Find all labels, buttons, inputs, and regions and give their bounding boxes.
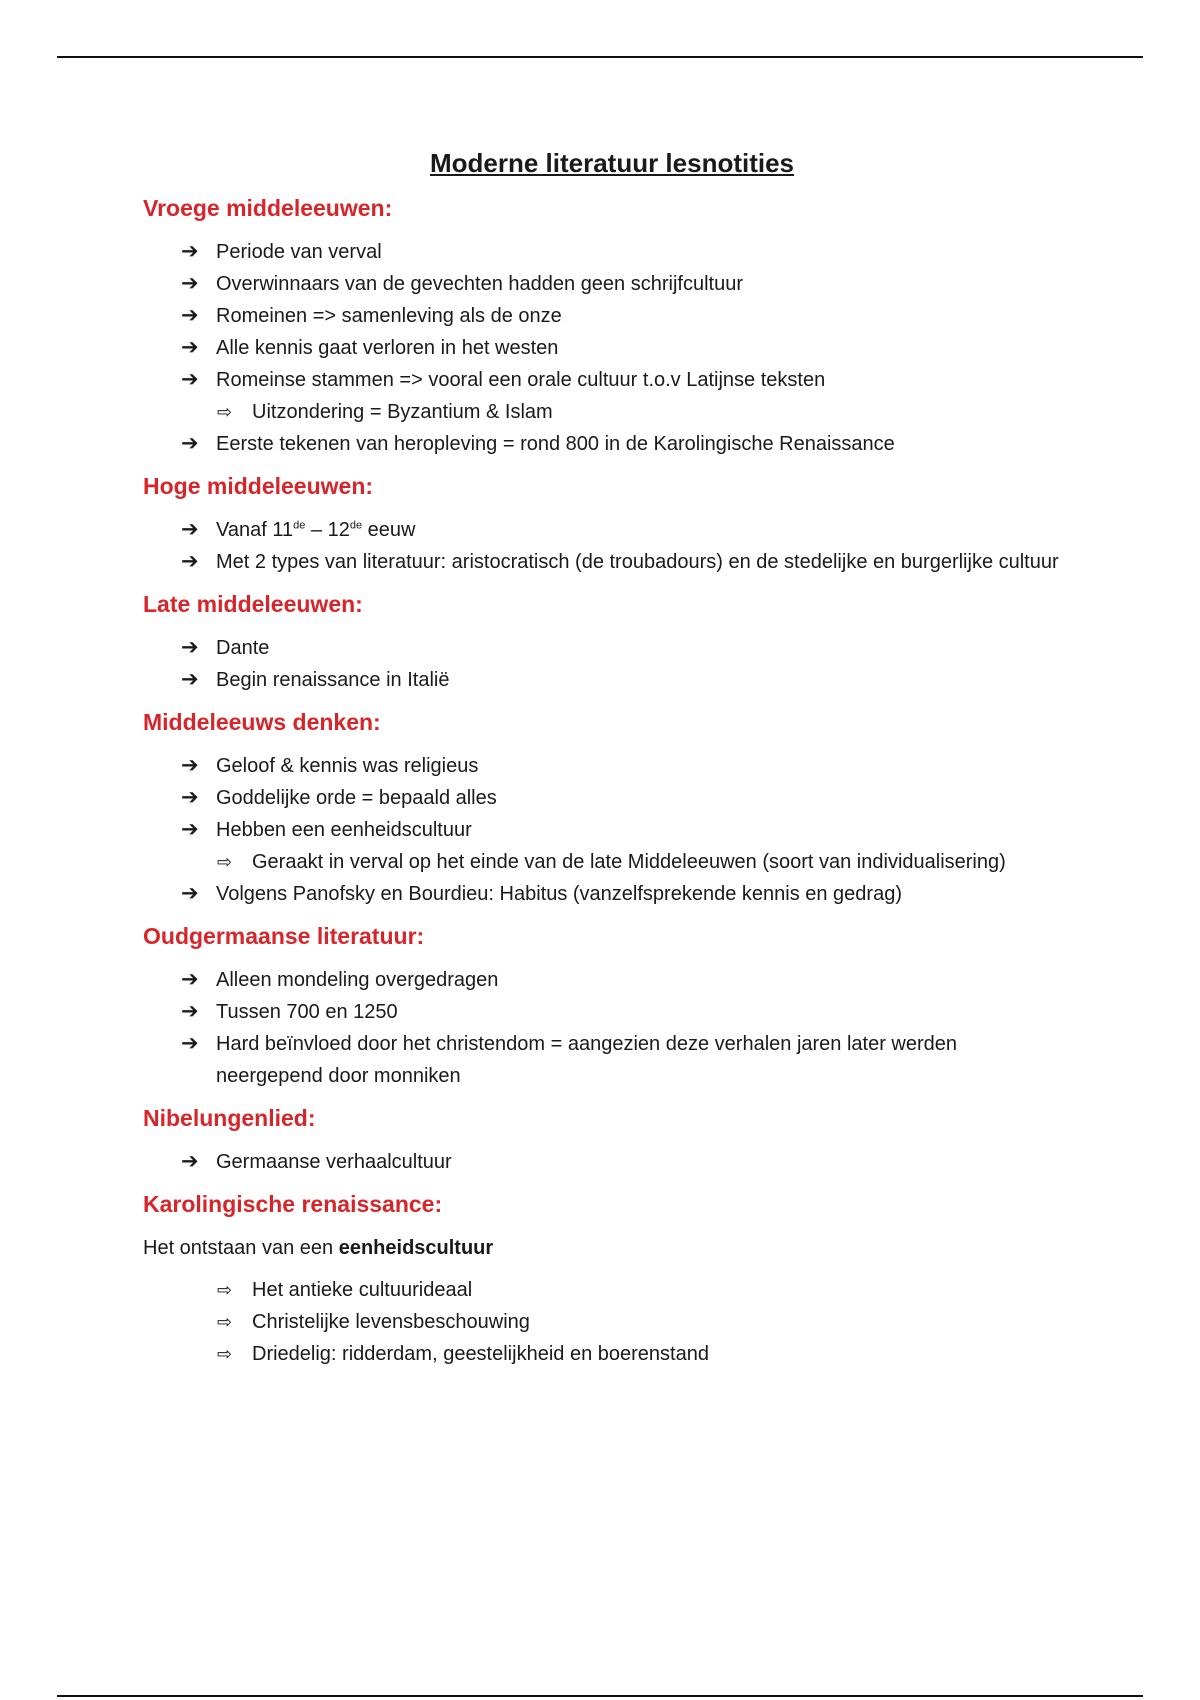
section-vroege-middeleeuwen xyxy=(143,192,1063,460)
list-item: ➔ Romeinen => samenleving als de onze xyxy=(143,300,1063,332)
list-item: ➔ Volgens Panofsky en Bourdieu: Habitus (vanzelfsprekende kennis en gedrag) xyxy=(143,878,1063,910)
list-item: ➔ Overwinnaars van de gevechten hadden geen schrijfcultuur xyxy=(143,268,1063,300)
list-item: ➔ Romeinse stammen => vooral een orale cultuur t.o.v Latijnse teksten xyxy=(143,364,1063,396)
arrow-icon: ➔ xyxy=(181,272,199,295)
arrow-icon: ➔ xyxy=(181,668,199,691)
sub-list-item: ⇨ Uitzondering = Byzantium & Islam xyxy=(143,396,1063,428)
hollow-arrow-icon: ⇨ xyxy=(217,852,233,872)
list-item: ➔ Met 2 types van literatuur: aristocratisch (de troubadours) en de stedelijke en burgerlijke cultuur xyxy=(143,546,1063,578)
bullet-list xyxy=(143,1274,1063,1370)
arrow-icon: ➔ xyxy=(181,432,199,455)
sub-list-item: ⇨ Driedelig: ridderdam, geestelijkheid en boerenstand xyxy=(143,1338,1063,1370)
section-heading: Hoge middeleeuwen: xyxy=(143,473,374,499)
arrow-icon: ➔ xyxy=(181,1150,199,1173)
list-item: ➔ Eerste tekenen van heropleving = rond 800 in de Karolingische Renaissance xyxy=(143,428,1063,460)
page-title: Moderne literatuur lesnotities xyxy=(429,148,795,178)
list-item: ➔ Goddelijke orde = bepaald alles xyxy=(143,782,1063,814)
header-rule xyxy=(57,56,1143,58)
section-oudgermaanse-literatuur xyxy=(143,920,1063,1092)
hollow-arrow-icon: ⇨ xyxy=(217,1344,233,1364)
hollow-arrow-icon: ⇨ xyxy=(217,402,233,422)
arrow-icon: ➔ xyxy=(181,240,199,263)
bullet-list xyxy=(143,514,1063,578)
paragraph: Het ontstaan van een eenheidscultuur xyxy=(143,1237,494,1259)
footer-rule xyxy=(57,1695,1143,1697)
section-heading: Vroege middeleeuwen: xyxy=(143,195,393,221)
arrow-icon: ➔ xyxy=(181,336,199,359)
hollow-arrow-icon: ⇨ xyxy=(217,1280,233,1300)
section-heading: Late middeleeuwen: xyxy=(143,591,363,617)
arrow-icon: ➔ xyxy=(181,1032,199,1055)
bullet-list xyxy=(143,964,1063,1092)
list-item: ➔ Vanaf 11de – 12de eeuw xyxy=(143,514,1063,546)
sub-list-item: ⇨ Christelijke levensbeschouwing xyxy=(143,1306,1063,1338)
list-item: ➔ Alleen mondeling overgedragen xyxy=(143,964,1063,996)
section-late-middeleeuwen xyxy=(143,588,1063,696)
list-item: ➔ Hebben een eenheidscultuur xyxy=(143,814,1063,846)
document-body xyxy=(143,146,1063,1380)
arrow-icon: ➔ xyxy=(181,550,199,573)
arrow-icon: ➔ xyxy=(181,786,199,809)
section-nibelungenlied xyxy=(143,1102,1063,1178)
arrow-icon: ➔ xyxy=(181,754,199,777)
bullet-list xyxy=(143,236,1063,460)
arrow-icon: ➔ xyxy=(181,882,199,905)
list-item: ➔ Hard beïnvloed door het christendom = aangezien deze verhalen jaren later werden neergepend door monniken xyxy=(143,1028,1063,1092)
section-heading: Nibelungenlied: xyxy=(143,1105,316,1131)
arrow-icon: ➔ xyxy=(181,518,199,541)
list-item: ➔ Begin renaissance in Italië xyxy=(143,664,1063,696)
arrow-icon: ➔ xyxy=(181,1000,199,1023)
list-item: ➔ Tussen 700 en 1250 xyxy=(143,996,1063,1028)
section-middeleeuws-denken xyxy=(143,706,1063,910)
bullet-list xyxy=(143,632,1063,696)
list-item: ➔ Periode van verval xyxy=(143,236,1063,268)
list-item: ➔ Alle kennis gaat verloren in het westen xyxy=(143,332,1063,364)
arrow-icon: ➔ xyxy=(181,968,199,991)
section-karolingische-renaissance xyxy=(143,1188,1063,1370)
list-item: ➔ Dante xyxy=(143,632,1063,664)
sub-list-item: ⇨ Het antieke cultuurideaal xyxy=(143,1274,1063,1306)
bullet-list xyxy=(143,1146,1063,1178)
list-item: ➔ Geloof & kennis was religieus xyxy=(143,750,1063,782)
section-heading: Middeleeuws denken: xyxy=(143,709,381,735)
hollow-arrow-icon: ⇨ xyxy=(217,1312,233,1332)
sub-list-item: ⇨ Geraakt in verval op het einde van de late Middeleeuwen (soort van individualisering) xyxy=(143,846,1063,878)
section-hoge-middeleeuwen xyxy=(143,470,1063,578)
arrow-icon: ➔ xyxy=(181,304,199,327)
arrow-icon: ➔ xyxy=(181,818,199,841)
list-item: ➔ Germaanse verhaalcultuur xyxy=(143,1146,1063,1178)
arrow-icon: ➔ xyxy=(181,368,199,391)
bullet-list xyxy=(143,750,1063,910)
section-heading: Karolingische renaissance: xyxy=(143,1191,443,1217)
arrow-icon: ➔ xyxy=(181,636,199,659)
section-heading: Oudgermaanse literatuur: xyxy=(143,923,425,949)
